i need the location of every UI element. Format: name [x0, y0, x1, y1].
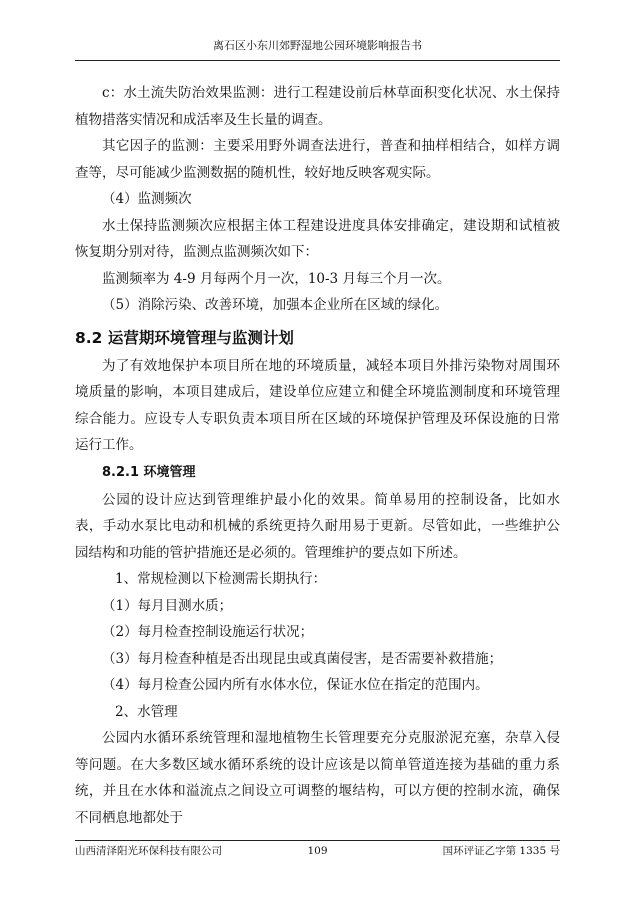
- list-intro: 1、常规检测以下检测需长期执行：: [115, 571, 327, 587]
- list-item: （1）每月目测水质；: [102, 597, 233, 614]
- subsection-paragraph: 公园的设计应达到管理维护最小化的效果。简单易用的控制设备，比如水表，手动水泵比电动和机械的系统更持久耐用易于更新。尽管如此，一些维护公园结构和功能的管护措施还是必须的。管理维护的要点如下所述。: [75, 491, 560, 561]
- section-heading: 8.2 运营期环境管理与监测计划: [75, 328, 294, 347]
- footer-certificate: 国环评证乙字第 1335 号: [442, 845, 560, 857]
- document-body: [75, 80, 560, 831]
- subsection-heading: 8.2.1 环境管理: [102, 464, 196, 480]
- list-item: （4）每月检查公园内所有水体水位，保证水位在指定的范围内。: [102, 677, 489, 693]
- water-management-heading: 2、水管理: [115, 703, 178, 720]
- paragraph-frequency-rate: 监测频率为 4-9 月每两个月一次，10-3 月每三个月一次。: [102, 270, 451, 287]
- paragraph-monitoring-frequency: 水土保持监测频次应根据主体工程建设进度具体安排确定，建设期和试植被恢复期分别对待，监测点监测频次如下：: [75, 217, 560, 260]
- paragraph-monitoring-frequency-heading: （4）监测频次: [102, 191, 192, 207]
- paragraph-other-factors: 其它因子的监测：主要采用野外调查法进行，普查和抽样相结合，如样方调查等，尽可能减少监测数据的随机性，较好地反映客观实际。: [75, 138, 560, 181]
- paragraph-soil-erosion-monitoring: c：水土流失防治效果监测：进行工程建设前后林草面积变化状况、水土保持植物措落实情况和成活率及生长量的调查。: [75, 85, 560, 128]
- page-footer: [75, 840, 560, 857]
- water-management-paragraph: 公园内水循环系统管理和湿地植物生长管理要充分克服淤泥充塞，杂草入侵等问题。在大多数区域水循环系统的设计应该是以简单管道连接为基础的重力系统，并且在水体和溢流点之间设立可调整的堰结构，可以方便的控制水流，确保不同栖息地都处于: [75, 730, 560, 826]
- list-item: （2）每月检查控制设施运行状况；: [102, 624, 314, 640]
- footer-company: 山西清泽阳光环保科技有限公司: [75, 845, 222, 857]
- header-title: 离石区小东川郊野湿地公园环境影响报告书: [213, 39, 422, 52]
- paragraph-pollution-elimination: （5）消除污染、改善环境，加强本企业所在区域的绿化。: [102, 297, 449, 313]
- footer-page-number: 109: [307, 845, 328, 857]
- list-item: （3）每月检查种植是否出现昆虫或真菌侵害，是否需要补救措施；: [102, 650, 503, 667]
- page-header: [75, 38, 560, 61]
- section-paragraph: 为了有效地保护本项目所在地的环境质量，减轻本项目外排污染物对周围环境质量的影响，本项目建成后，建设单位应建立和健全环境监测制度和环境管理综合能力。应设专人专职负责本项目所在区域的环境保护管理及环保设施的日常运行工作。: [75, 357, 560, 453]
